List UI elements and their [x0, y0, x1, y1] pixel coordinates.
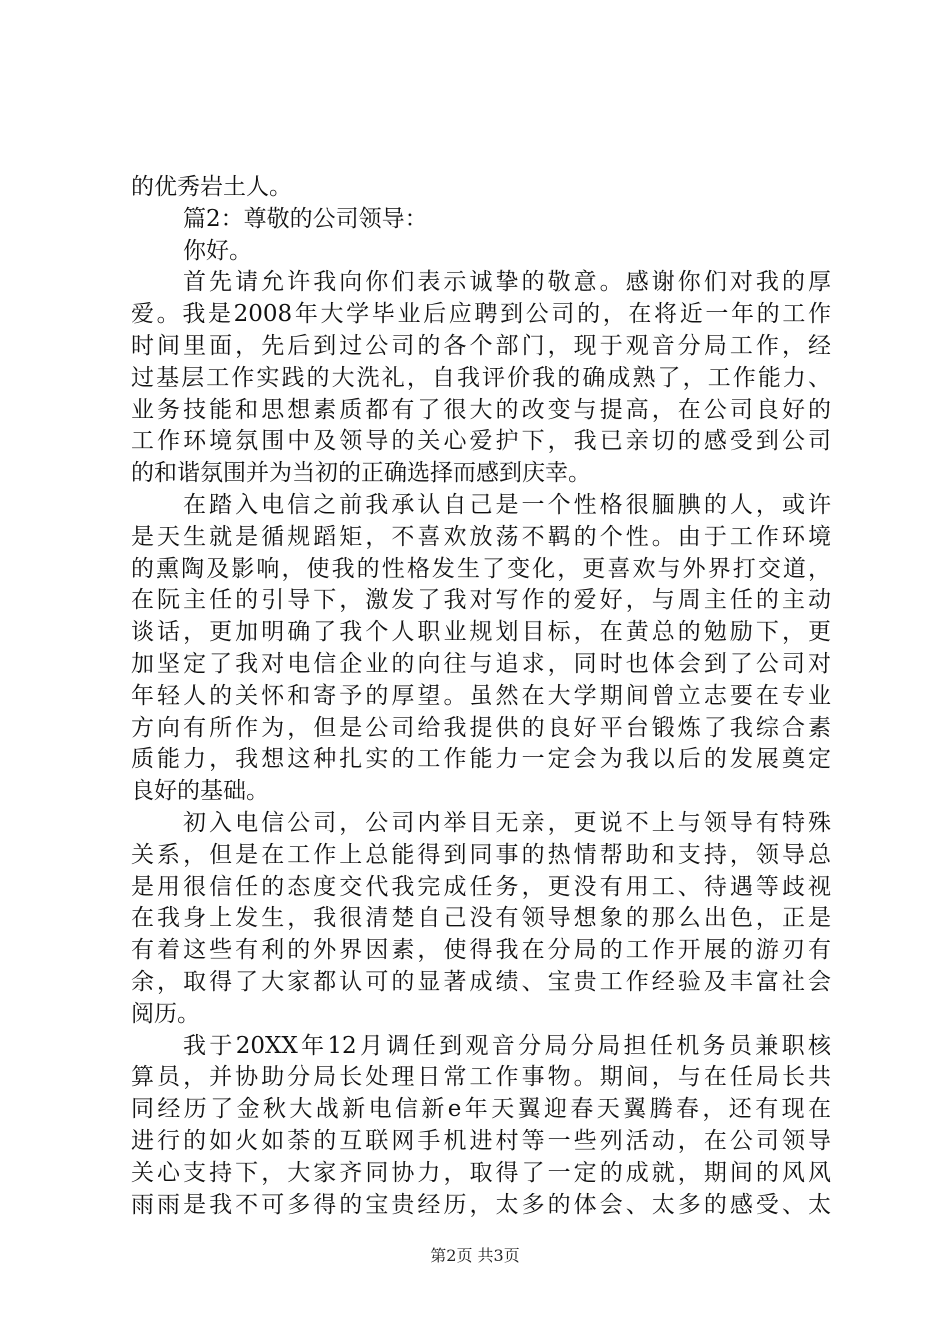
text-line: 关系，但是在工作上总能得到同事的热情帮助和支持，领导总	[131, 841, 831, 868]
text-line: 方向有所作为，但是公司给我提供的良好平台锻炼了我综合素	[131, 714, 831, 741]
text-line: 谈话，更加明确了我个人职业规划目标，在黄总的勉励下，更	[131, 619, 831, 646]
text-line: 雨雨是我不可多得的宝贵经历，太多的体会、太多的感受、太	[131, 1191, 831, 1218]
text-line: 篇2：尊敬的公司领导：	[183, 205, 428, 232]
text-line: 是用很信任的态度交代我完成任务，更没有用工、待遇等歧视	[131, 873, 831, 900]
text-line: 良好的基础。	[131, 778, 269, 805]
text-line: 的优秀岩土人。	[131, 174, 292, 200]
text-line: 年轻人的关怀和寄予的厚望。虽然在大学期间曾立志要在专业	[131, 682, 831, 709]
text-line: 在踏入电信之前我承认自己是一个性格很腼腆的人，或许	[183, 491, 831, 518]
text-line: 首先请允许我向你们表示诚挚的敬意。感谢你们对我的厚	[183, 269, 831, 296]
text-line: 进行的如火如荼的互联网手机进村等一些列活动，在公司领导	[131, 1127, 831, 1154]
text-line: 的和谐氛围并为当初的正确选择而感到庆幸。	[131, 460, 591, 487]
document-body	[131, 172, 831, 1221]
text-line: 关心支持下，大家齐同协力，取得了一定的成就，期间的风风	[131, 1159, 831, 1186]
text-line: 在阮主任的引导下，激发了我对写作的爱好，与周主任的主动	[131, 587, 831, 614]
text-line: 业务技能和思想素质都有了很大的改变与提高，在公司良好的	[131, 396, 831, 423]
text-line: 工作环境氛围中及领导的关心爱护下，我已亲切的感受到公司	[131, 428, 831, 455]
text-line: 质能力，我想这种扎实的工作能力一定会为我以后的发展奠定	[131, 746, 831, 773]
text-line: 爱。我是2008年大学毕业后应聘到公司的，在将近一年的工作	[131, 301, 831, 328]
text-line: 加坚定了我对电信企业的向往与追求，同时也体会到了公司对	[131, 650, 831, 677]
text-line: 过基层工作实践的大洗礼，自我评价我的确成熟了，工作能力、	[131, 364, 831, 391]
page-footer: 第2页 共3页	[430, 1246, 520, 1265]
text-line: 阅历。	[131, 1000, 200, 1027]
text-line: 有着这些有利的外界因素，使得我在分局的工作开展的游刃有	[131, 937, 831, 964]
text-line: 时间里面，先后到过公司的各个部门，现于观音分局工作，经	[131, 332, 831, 359]
text-line: 初入电信公司，公司内举目无亲，更说不上与领导有特殊	[183, 809, 831, 836]
text-line: 是天生就是循规蹈矩，不喜欢放荡不羁的个性。由于工作环境	[131, 523, 831, 550]
text-line: 算员，并协助分局长处理日常工作事物。期间，与在任局长共	[131, 1064, 831, 1091]
text-line: 在我身上发生，我很清楚自己没有领导想象的那么出色，正是	[131, 905, 831, 932]
text-line: 余，取得了大家都认可的显著成绩、宝贵工作经验及丰富社会	[131, 968, 831, 995]
text-line: 你好。	[183, 237, 252, 264]
text-line: 我于20XX年12月调任到观音分局分局担任机务员兼职核	[183, 1032, 831, 1059]
text-line: 的熏陶及影响，使我的性格发生了变化，更喜欢与外界打交道，	[131, 555, 831, 582]
text-line: 同经历了金秋大战新电信新e年天翼迎春天翼腾春，还有现在	[131, 1096, 831, 1123]
